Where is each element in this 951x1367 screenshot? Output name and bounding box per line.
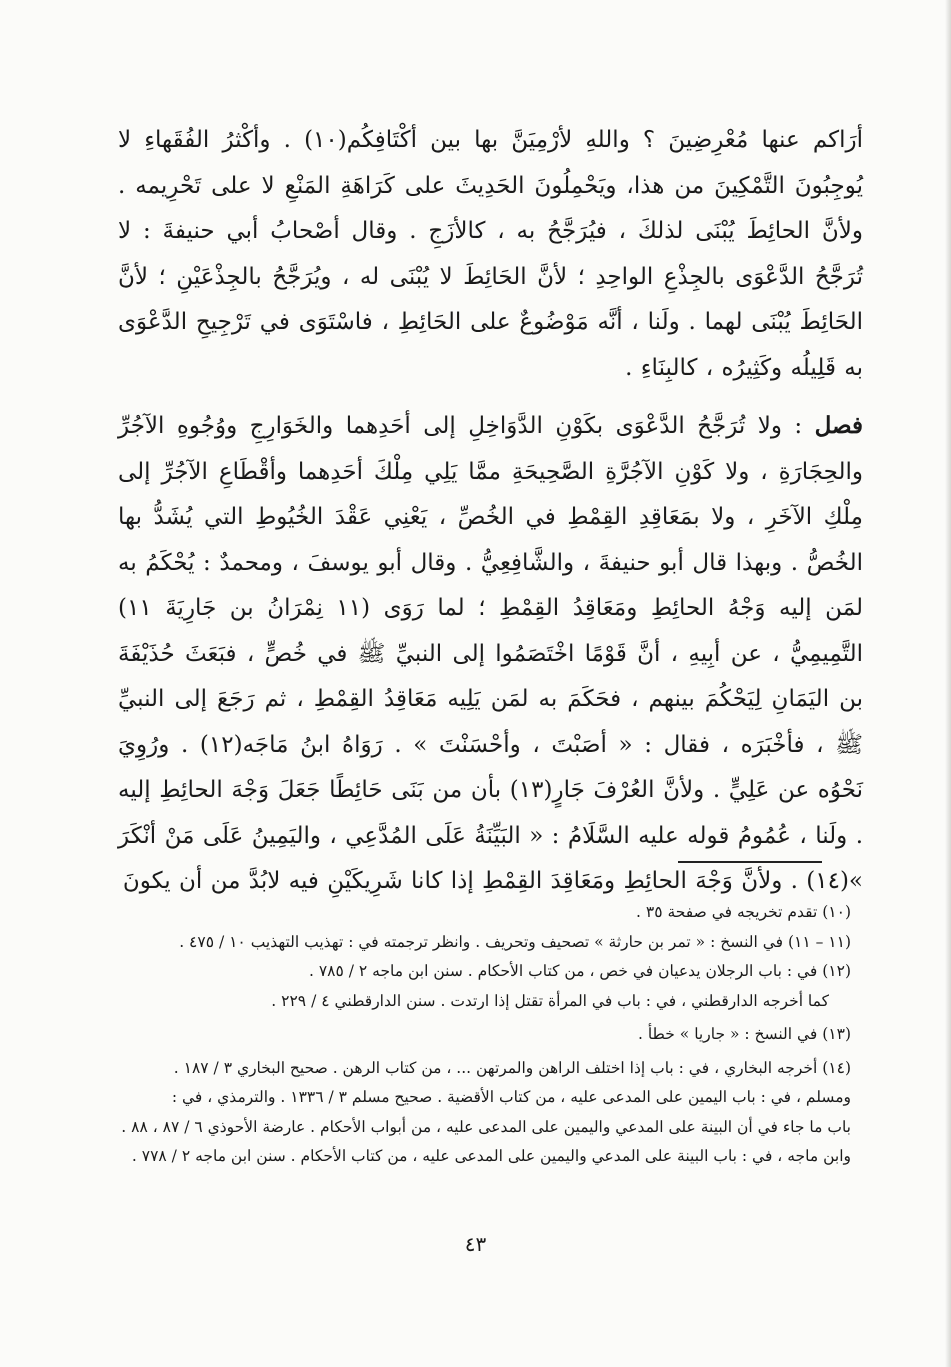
footnote-14: (١٤) أخرجه البخاري ، في : باب إذا اختلف الراهن والمرتهن ... ، من كتاب الرهن . صحيح البخاري ٣ / ١٨٧ . [173,1058,851,1077]
footnote-11: (١١ – ١١) في النسخ : « تمر بن حارثة » تصحيف وتحريف . وانظر ترجمته في : تهذيب التهذيب ١٠ / ٤٧٥ . [179,932,851,951]
paragraph-1: أرَاكم عنها مُعْرِضِينَ ؟ واللهِ لأرْمِيَنَّ بها بين أكْتَافِكُم(١٠) . وأكْثرُ الفُقَهاءِ لا يُوجِبُونَ التَّمْكِينَ من هذا، ويَحْمِلُونَ الحَدِيثَ على كَرَاهَةِ المَنْعِ لا على تَحْرِيمه . ولأنَّ الحائِطَ يُبْنَى لذلكَ ، فيُرَجَّحُ به ، كالأزَجِ . وقال أصْحابُ أبي حنيفةَ : لا تُرَجَّحُ الدَّعْوَى بالجِذْعِ الواحِدِ ؛ لأنَّ الحَائِطَ لا يُبْنَى له ، ويُرَجَّحُ بالجِذْعَيْنِ ؛ لأنَّ الحَائِطَ يُبْنَى لهما . ولَنا ، أنَّه مَوْضُوعٌ على الحَائِطِ ، فاسْتَوَى في تَرْجِيحِ الدَّعْوَى به قَلِيلُه وكَثِيرُه ، كالبِنَاءِ . [118,127,863,381]
footnote-13: (١٣) في النسخ : « جاريا » خطأ . [637,1025,851,1043]
footnote-14-line-2: ومسلم ، في : باب اليمين على المدعى عليه ، من كتاب الأقضية . صحيح مسلم ٣ / ١٣٣٦ . والترمذي ، في : [171,1088,851,1106]
footnote-14-line-4: وابن ماجه ، في : باب البينة على المدعي واليمين على المدعى عليه ، من كتاب الأحكام . سنن ابن ماجه ٢ / ٧٧٨ . [131,1147,851,1165]
paragraph-2-text: : ولا تُرَجَّحُ الدَّعْوَى بكَوْنِ الدَّوَاخِلِ إلى أحَدِهما والخَوَارِجِ ووُجُوهِ الآجُرِّ والحِجَارَةِ ، ولا كَوْنِ الآجُرَّةِ الصَّحِيحَةِ ممَّا يَلِي مِلْكَ أحَدِهما وأقْطَاعِ الآجُرِّ إلى مِلْكِ الآخَرِ ، ولا بمَعَاقِدِ القِمْطِ في الخُصِّ ، يَعْنِي عَقْدَ الخُيُوطِ التي يُشَدُّ بها الخُصُّ . وبهذا قال أبو حنيفةَ ، والشَّافِعِيُّ . وقال أبو يوسفَ ، ومحمدٌ : يُحْكَمُ به لمَن إليه وَجْهُ الحائِطِ ومَعَاقِدُ القِمْطِ ؛ لما رَوَى (١١ نِمْرَانُ بن جَارِيَةَ ١١) التَّمِيمِيُّ ، عن أبِيهِ ، أنَّ قَوْمًا اخْتَصَمُوا إلى النبيِّ ﷺ في خُصٍّ ، فبَعَثَ حُذَيْفَةَ بن اليَمَانِ لِيَحْكُمَ بينهم ، فحَكَمَ به لمَن يَلِيه مَعَاقِدُ القِمْطِ ، ثم رَجَعَ إلى النبيِّ ﷺ ، فأخْبَرَه ، فقال : « أصَبْتَ ، وأحْسَنْتَ » . رَوَاهُ ابنُ مَاجَه(١٢) . ورُوِيَ نَحْوُه عن عَلِيٍّ . ولأنَّ العُرْفَ جَارٍ(١٣) بأن من بَنَى حَائِطًا جَعَلَ وَجْهَ الحائِطِ إليه . ولَنا ، عُمُومُ قوله عليه السَّلَامُ : « البَيِّنَةُ عَلَى المُدَّعِي ، واليَمِينُ عَلَى مَنْ أنْكَرَ »(١٤) . ولأنَّ وَجْهَ الحائِطِ ومَعَاقِدَ القِمْطِ إذا كانا شَرِيكَيْنِ فيه لابُدَّ من أن يكونَ [118,413,864,894]
footnote-separator [678,861,822,863]
footnote-10: (١٠) تقدم تخريجه في صفحة ٣٥ . [636,903,851,921]
footnote-14-line-3: باب ما جاء في أن البينة على المدعي واليمين على المدعى عليه ، من أبواب الأحكام . عارضة الأحوذي ٦ / ٨٧ ، ٨٨ . [121,1117,851,1136]
footnote-12-continuation: كما أخرجه الدارقطني ، في : باب في المرأة تقتل إذا ارتدت . سنن الدارقطني ٤ / ٢٢٩ . [271,991,829,1010]
paragraph-2 [118,403,863,905]
footnote-12: (١٢) في : باب الرجلان يدعيان في خص ، من كتاب الأحكام . سنن ابن ماجه ٢ / ٧٨٥ . [308,962,851,980]
section-heading-fasl: فصل [814,412,863,439]
footnotes [118,898,851,1172]
page-edge-shadow [945,0,951,1367]
main-text [118,118,863,905]
page-number: ٤٣ [464,1232,487,1256]
